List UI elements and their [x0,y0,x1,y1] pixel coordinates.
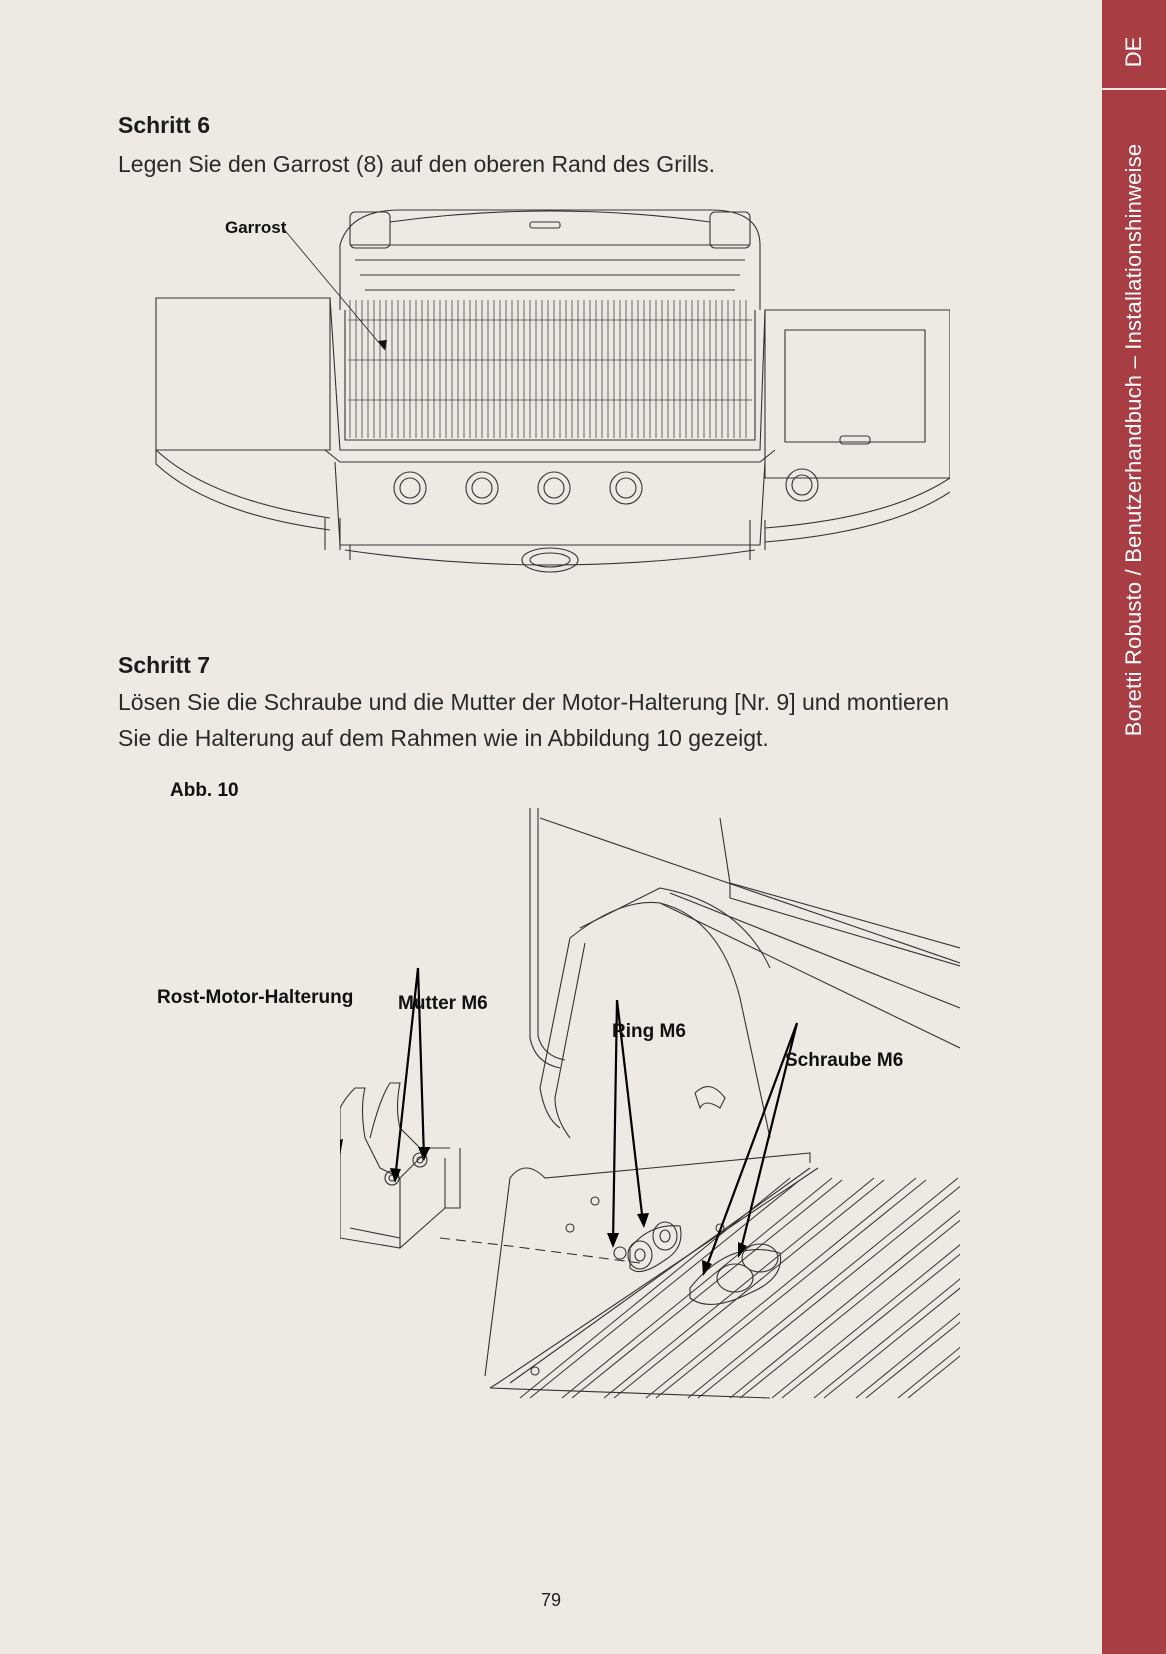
ring-label: Ring M6 [612,1021,686,1042]
language-label: DE [1121,36,1146,68]
step6-text: Legen Sie den Garrost (8) auf den oberen Rand des Grills. [118,151,716,177]
nut-label: Mutter M6 [398,993,488,1014]
page-number: 79 [540,1590,562,1610]
step7-heading: Schritt 7 [118,652,211,678]
grill-illustration [150,200,950,610]
figure-label: Abb. 10 [170,780,239,801]
document-title: Boretti Robusto / Benutzerhandbuch – Installationshinweise [1121,143,1146,737]
bracket-label: Rost-Motor-Halterung [157,987,354,1008]
bracket-assembly-illustration [340,808,960,1408]
screw-label: Schraube M6 [785,1050,904,1071]
language-tab [1102,0,1166,90]
garrost-label: Garrost [225,218,287,237]
step6-heading: Schritt 6 [118,112,211,138]
step7-text: Lösen Sie die Schraube und die Mutter der Motor-Halterung [Nr. 9] und montieren Sie die Halterung auf dem Rahmen wie in Abbildung 10 gezeigt. [118,689,950,751]
side-strip [1102,0,1166,1654]
